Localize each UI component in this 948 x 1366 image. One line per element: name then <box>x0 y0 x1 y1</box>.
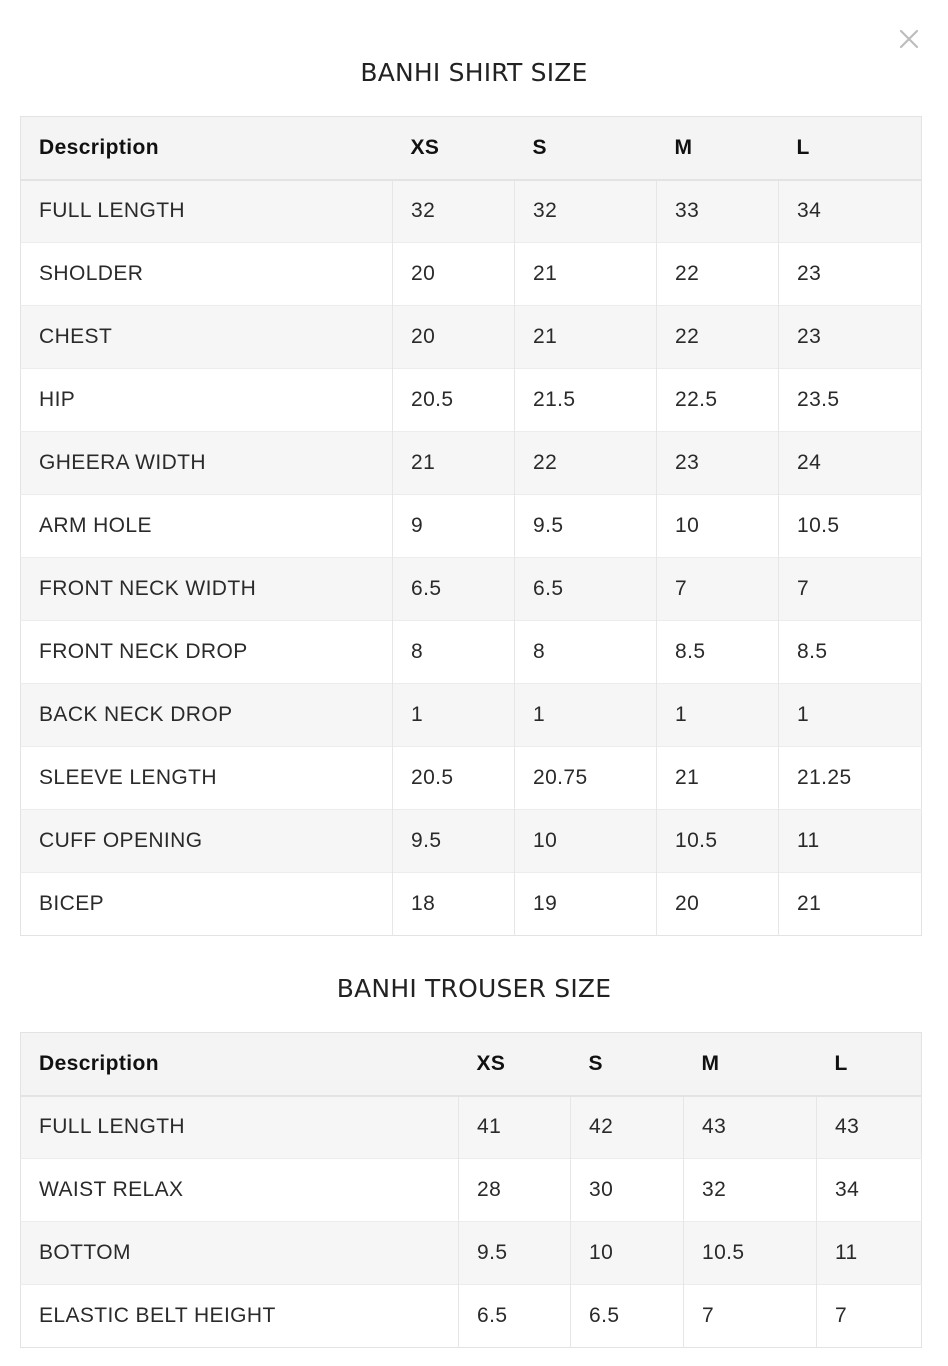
cell-description: FULL LENGTH <box>39 1115 185 1139</box>
cell-size-m: 32 <box>684 1159 817 1222</box>
cell-size-xs: 28 <box>459 1159 571 1222</box>
header-size-s: S <box>532 135 547 159</box>
cell-description: WAIST RELAX <box>21 1159 459 1222</box>
table-row <box>21 810 922 873</box>
cell-size-l: 23 <box>779 306 922 369</box>
header-size-m: M <box>701 1051 720 1075</box>
cell-size-m: 10.5 <box>684 1222 817 1285</box>
table-row <box>21 243 922 306</box>
cell-size-s: 32 <box>515 180 657 243</box>
cell-size-s: 6.5 <box>515 558 657 621</box>
table-row <box>21 1222 922 1285</box>
cell-description: SLEEVE LENGTH <box>21 747 393 810</box>
table-row <box>21 1285 922 1348</box>
cell-size-m: 8.5 <box>657 621 779 684</box>
table-row <box>21 558 922 621</box>
cell-size-m: 7 <box>684 1285 817 1348</box>
cell-size-s: 21.5 <box>515 369 657 432</box>
cell-size-l: 43 <box>817 1096 922 1159</box>
cell-size-l: 21.25 <box>779 747 922 810</box>
header-size-xs: XS <box>410 135 440 159</box>
cell-size-s: 21 <box>515 243 657 306</box>
table-header-row <box>21 1033 922 1096</box>
cell-size-s: 21 <box>515 306 657 369</box>
close-button[interactable] <box>892 22 926 56</box>
cell-size-s: 10 <box>571 1222 684 1285</box>
header-size-xs: XS <box>476 1051 506 1075</box>
cell-size-xs: 1 <box>393 684 515 747</box>
cell-size-xs: 20.5 <box>393 747 515 810</box>
table-row <box>21 306 922 369</box>
cell-size-l: 23 <box>779 243 922 306</box>
cell-size-s: 10 <box>515 810 657 873</box>
cell-size-l: 7 <box>779 558 922 621</box>
header-size-l: L <box>796 135 810 159</box>
header-size-l: L <box>834 1051 848 1075</box>
cell-size-m: 43 <box>684 1096 817 1159</box>
cell-size-l: 24 <box>779 432 922 495</box>
trouser-size-table <box>20 1032 922 1348</box>
cell-description: ARM HOLE <box>21 495 393 558</box>
cell-size-m: 22 <box>657 306 779 369</box>
cell-size-s: 22 <box>515 432 657 495</box>
shirt-size-title: BANHI SHIRT SIZE <box>360 58 588 87</box>
cell-size-xs: 20 <box>393 243 515 306</box>
cell-description: FRONT NECK DROP <box>21 621 393 684</box>
cell-description: GHEERA WIDTH <box>21 432 393 495</box>
cell-size-xs: 6.5 <box>393 558 515 621</box>
cell-size-xs: 6.5 <box>459 1285 571 1348</box>
cell-size-s: 9.5 <box>515 495 657 558</box>
close-icon <box>899 29 919 49</box>
cell-size-l: 7 <box>817 1285 922 1348</box>
cell-size-m: 10 <box>657 495 779 558</box>
table-row <box>21 1096 922 1159</box>
cell-description: HIP <box>21 369 393 432</box>
cell-size-xs: 9.5 <box>459 1222 571 1285</box>
cell-size-l: 21 <box>779 873 922 936</box>
cell-size-l: 8.5 <box>779 621 922 684</box>
cell-size-s: 1 <box>515 684 657 747</box>
cell-size-m: 22 <box>657 243 779 306</box>
table-row <box>21 180 922 243</box>
header-description: Description <box>39 135 159 159</box>
cell-description: FULL LENGTH <box>39 199 185 223</box>
cell-size-l: 23.5 <box>779 369 922 432</box>
cell-description: CHEST <box>21 306 393 369</box>
cell-size-m: 7 <box>657 558 779 621</box>
cell-size-l: 34 <box>779 180 922 243</box>
cell-size-s: 42 <box>571 1096 684 1159</box>
trouser-size-title: BANHI TROUSER SIZE <box>336 974 612 1003</box>
cell-size-l: 1 <box>779 684 922 747</box>
cell-size-xs: 18 <box>393 873 515 936</box>
shirt-table-body <box>21 180 922 936</box>
table-row <box>21 684 922 747</box>
table-row <box>21 621 922 684</box>
cell-size-s: 8 <box>515 621 657 684</box>
cell-size-l: 34 <box>817 1159 922 1222</box>
cell-size-xs: 20 <box>393 306 515 369</box>
cell-size-l: 11 <box>779 810 922 873</box>
cell-description: ELASTIC BELT HEIGHT <box>21 1285 459 1348</box>
table-row <box>21 747 922 810</box>
trouser-table-body <box>21 1096 922 1348</box>
cell-description: CUFF OPENING <box>21 810 393 873</box>
cell-size-m: 23 <box>657 432 779 495</box>
cell-description: FRONT NECK WIDTH <box>21 558 393 621</box>
cell-size-xs: 9.5 <box>393 810 515 873</box>
table-row <box>21 369 922 432</box>
cell-size-m: 21 <box>657 747 779 810</box>
shirt-size-table <box>20 116 922 936</box>
cell-size-m: 1 <box>657 684 779 747</box>
cell-size-s: 30 <box>571 1159 684 1222</box>
table-row <box>21 1159 922 1222</box>
cell-size-l: 11 <box>817 1222 922 1285</box>
table-header-row <box>21 117 922 180</box>
cell-description: BOTTOM <box>21 1222 459 1285</box>
cell-size-m: 33 <box>657 180 779 243</box>
cell-description: SHOLDER <box>21 243 393 306</box>
cell-size-m: 10.5 <box>657 810 779 873</box>
cell-size-xs: 20.5 <box>393 369 515 432</box>
cell-size-s: 20.75 <box>515 747 657 810</box>
cell-size-m: 20 <box>657 873 779 936</box>
cell-description: BACK NECK DROP <box>21 684 393 747</box>
cell-size-xs: 32 <box>393 180 515 243</box>
header-description: Description <box>39 1051 159 1075</box>
cell-size-s: 6.5 <box>571 1285 684 1348</box>
cell-size-s: 19 <box>515 873 657 936</box>
header-size-m: M <box>674 135 693 159</box>
cell-size-xs: 41 <box>459 1096 571 1159</box>
cell-size-l: 10.5 <box>779 495 922 558</box>
cell-size-xs: 9 <box>393 495 515 558</box>
cell-size-m: 22.5 <box>657 369 779 432</box>
cell-size-xs: 8 <box>393 621 515 684</box>
cell-description: BICEP <box>21 873 393 936</box>
cell-size-xs: 21 <box>393 432 515 495</box>
table-row <box>21 495 922 558</box>
table-row <box>21 432 922 495</box>
table-row <box>21 873 922 936</box>
header-size-s: S <box>588 1051 603 1075</box>
